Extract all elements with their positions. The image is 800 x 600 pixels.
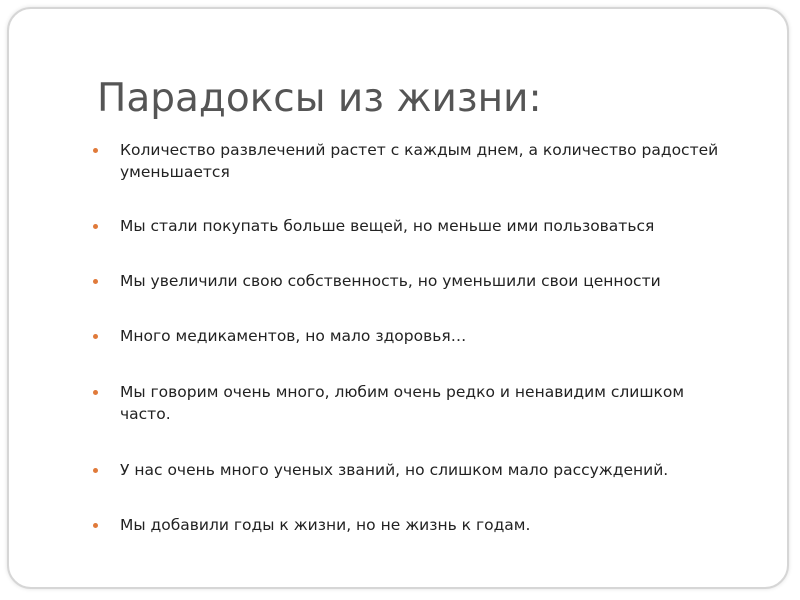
slide-frame	[7, 7, 789, 589]
list-item	[93, 459, 733, 481]
bullet-text: Много медикаментов, но мало здоровья…	[120, 327, 467, 345]
slide-title: Парадоксы из жизни:	[97, 76, 542, 121]
bullet-text: У нас очень много ученых званий, но слишком мало рассуждений.	[120, 461, 669, 479]
list-item	[93, 139, 733, 183]
list-item	[93, 381, 733, 425]
bullet-dot-icon	[93, 523, 98, 528]
list-item	[93, 270, 733, 292]
list-item	[93, 514, 733, 536]
bullet-text: Мы стали покупать больше вещей, но меньше ими пользоваться	[120, 217, 655, 235]
bullet-dot-icon	[93, 334, 98, 339]
bullet-text: Мы добавили годы к жизни, но не жизнь к годам.	[120, 516, 531, 534]
bullet-dot-icon	[93, 279, 98, 284]
list-item	[93, 325, 733, 347]
bullet-text: Количество развлечений растет с каждым днем, а количество радостей уменьшается	[120, 141, 719, 181]
bullet-dot-icon	[93, 468, 98, 473]
bullet-text: Мы говорим очень много, любим очень редко и ненавидим слишком часто.	[120, 383, 685, 423]
bullet-text: Мы увеличили свою собственность, но уменьшили свои ценности	[120, 272, 661, 290]
bullet-dot-icon	[93, 390, 98, 395]
list-item	[93, 215, 733, 237]
bullet-dot-icon	[93, 148, 98, 153]
bullet-dot-icon	[93, 224, 98, 229]
